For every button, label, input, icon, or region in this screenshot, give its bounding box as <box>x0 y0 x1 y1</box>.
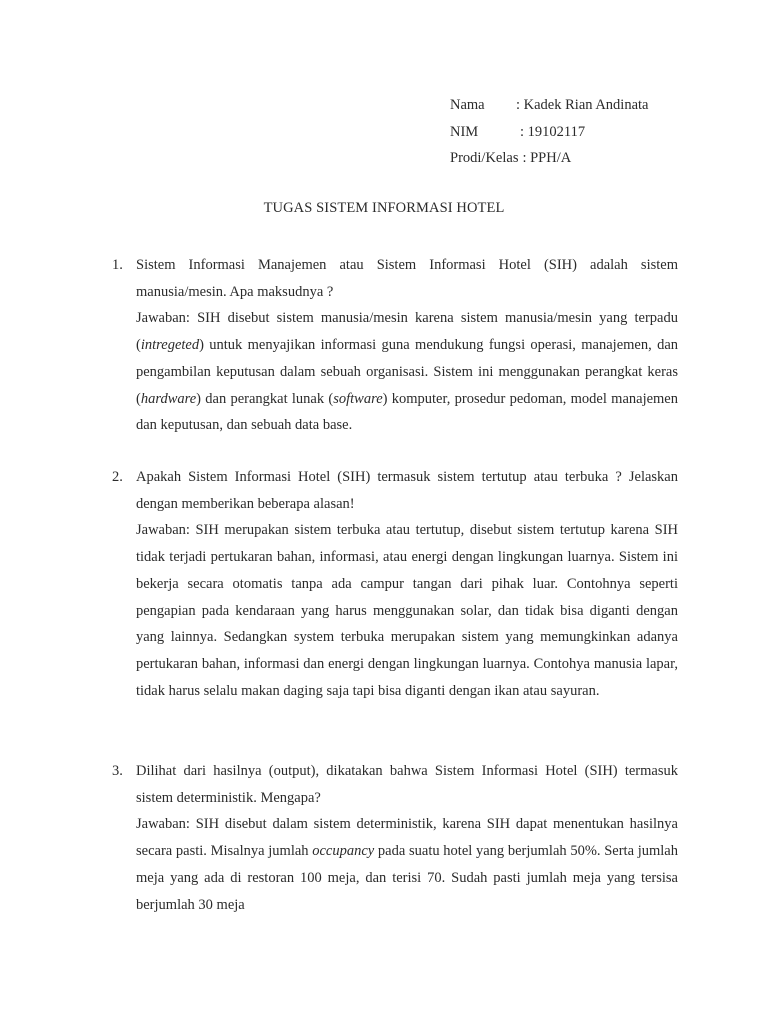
question-number: 3. <box>112 763 123 779</box>
prodi-value: : PPH/A <box>522 150 572 166</box>
question-number: 1. <box>112 257 123 273</box>
question-item-3 <box>112 758 678 918</box>
answer-text: Jawaban: SIH disebut dalam sistem deterministik, karena SIH dapat menentukan hasilnya secara pasti. Misalnya jumlah occupancy pada suatu hotel yang berjumlah 50%. Serta jumlah meja yang ada di restoran 100 meja, dan terisi 70. Sudah pasti jumlah meja yang tersisa berjumlah 30 meja <box>136 816 678 913</box>
nim-row <box>450 119 648 146</box>
nim-value: : 19102117 <box>520 123 586 140</box>
answer-text: Jawaban: SIH merupakan sistem terbuka atau tertutup, disebut sistem tertutup karena SIH tidak terjadi pertukaran bahan, informasi, atau energi dengan lingkungan luarnya. Sistem ini bekerja secara otomatis tanpa ada campur tangan dari pihak luar. Contohnya seperti pengapian pada kendaraan yang harus menggunakan solar, dan tidak bisa diganti dengan yang lainnya. Sedangkan system terbuka merupakan sistem yang memungkinkan adanya pertukaran bahan, informasi dan energi dengan lingkungan luarnya. Contohya manusia lapar, tidak harus selalu makan daging saja tapi bisa diganti dengan ikan atau sayuran. <box>136 522 678 699</box>
name-value: : Kadek Rian Andinata <box>516 97 649 113</box>
nim-label: NIM <box>450 123 479 140</box>
question-item-2 <box>112 464 678 704</box>
name-label: Nama <box>450 97 485 113</box>
question-text: Dilihat dari hasilnya (output), dikatakan bahwa Sistem Informasi Hotel (SIH) termasuk sistem deterministik. Mengapa? <box>136 763 678 806</box>
prodi-label: Prodi/Kelas <box>450 150 519 166</box>
prodi-row <box>450 145 648 172</box>
name-row <box>450 92 648 119</box>
answer-text: Jawaban: SIH disebut sistem manusia/mesin karena sistem manusia/mesin yang terpadu (intregeted) untuk menyajikan informasi guna mendukung fungsi operasi, manajemen, dan pengambilan keputusan dalam sebuah organisasi. Sistem ini menggunakan perangkat keras (hardware) dan perangkat lunak (software) komputer, prosedur pedoman, model manajemen dan keputusan, dan sebuah data base. <box>136 310 678 434</box>
question-text: Sistem Informasi Manajemen atau Sistem Informasi Hotel (SIH) adalah sistem manusia/mesin. Apa maksudnya ? <box>136 257 678 300</box>
question-number: 2. <box>112 469 123 485</box>
student-info <box>450 92 648 172</box>
question-item-1 <box>112 252 678 439</box>
question-text: Apakah Sistem Informasi Hotel (SIH) termasuk sistem tertutup atau terbuka ? Jelaskan dengan memberikan beberapa alasan! <box>136 469 678 512</box>
document-title: TUGAS SISTEM INFORMASI HOTEL <box>263 200 505 216</box>
